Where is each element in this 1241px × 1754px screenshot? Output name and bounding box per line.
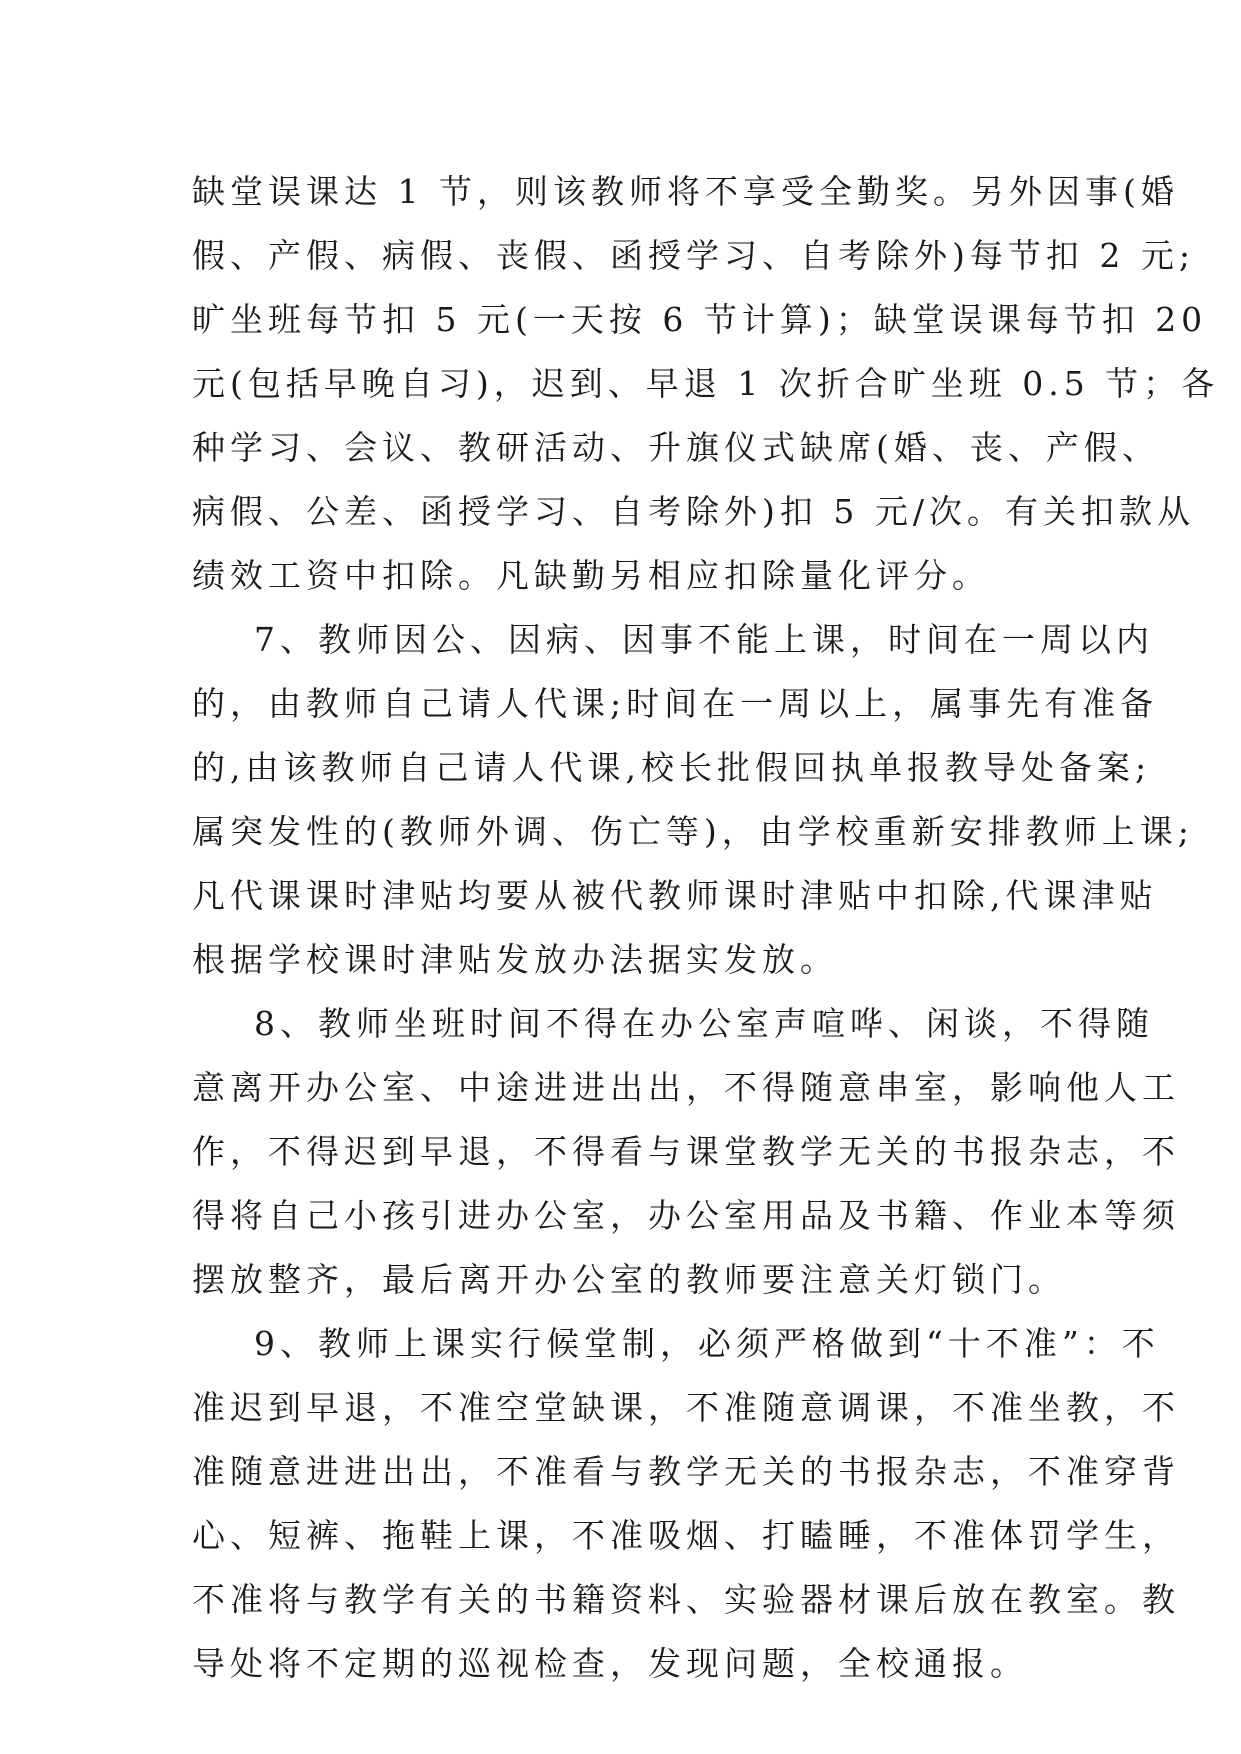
document-body bbox=[192, 160, 1220, 1696]
paragraph-substitute-teaching bbox=[192, 608, 1194, 992]
text-line: 8、教师坐班时间不得在办公室声喧哗、闲谈，不得随 bbox=[254, 1004, 1154, 1043]
paragraph-absence-deductions bbox=[192, 160, 1220, 608]
text-line: 准迟到早退，不准空堂缺课，不准随意调课，不准坐教，不 bbox=[192, 1388, 1180, 1427]
text-line: 凡代课课时津贴均要从被代教师课时津贴中扣除,代课津贴 bbox=[192, 876, 1158, 915]
text-line: 准随意进进出出，不准看与教学无关的书报杂志，不准穿背 bbox=[192, 1452, 1180, 1491]
text-line: 不准将与教学有关的书籍资料、实验器材课后放在教室。教 bbox=[192, 1580, 1180, 1619]
text-line: 假、产假、病假、丧假、函授学习、自考除外)每节扣 2 元; bbox=[192, 236, 1195, 275]
text-line: 心、短裤、拖鞋上课，不准吸烟、打瞌睡，不准体罚学生， bbox=[192, 1516, 1180, 1555]
text-line: 摆放整齐，最后离开办公室的教师要注意关灯锁门。 bbox=[192, 1260, 1066, 1299]
paragraph-classroom-rules bbox=[192, 1312, 1180, 1696]
text-line: 的,由该教师自己请人代课,校长批假回执单报教导处备案; bbox=[192, 748, 1152, 787]
text-line: 种学习、会议、教研活动、升旗仪式缺席(婚、丧、产假、 bbox=[192, 428, 1160, 467]
text-line: 属突发性的(教师外调、伤亡等)，由学校重新安排教师上课; bbox=[192, 812, 1194, 851]
text-line: 旷坐班每节扣 5 元(一天按 6 节计算)；缺堂误课每节扣 20 bbox=[192, 300, 1208, 339]
paragraph-office-conduct bbox=[192, 992, 1180, 1312]
text-line: 的，由教师自己请人代课;时间在一周以上，属事先有准备 bbox=[192, 684, 1159, 723]
text-line: 作，不得迟到早退，不得看与课堂教学无关的书报杂志，不 bbox=[192, 1132, 1180, 1171]
text-line: 根据学校课时津贴发放办法据实发放。 bbox=[192, 940, 838, 979]
text-line: 导处将不定期的巡视检查，发现问题，全校通报。 bbox=[192, 1644, 1028, 1683]
text-line: 缺堂误课达 1 节，则该教师将不享受全勤奖。另外因事(婚 bbox=[192, 172, 1179, 211]
text-line: 意离开办公室、中途进进出出，不得随意串室，影响他人工 bbox=[192, 1068, 1180, 1107]
text-line: 7、教师因公、因病、因事不能上课，时间在一周以内 bbox=[254, 620, 1154, 659]
text-line: 病假、公差、函授学习、自考除外)扣 5 元/次。有关扣款从 bbox=[192, 492, 1195, 531]
text-line: 元(包括早晚自习)，迟到、早退 1 次折合旷坐班 0.5 节；各 bbox=[192, 364, 1220, 403]
text-line: 9、教师上课实行候堂制，必须严格做到“十不准”：不 bbox=[254, 1324, 1160, 1363]
text-line: 得将自己小孩引进办公室，办公室用品及书籍、作业本等须 bbox=[192, 1196, 1180, 1235]
text-line: 绩效工资中扣除。凡缺勤另相应扣除量化评分。 bbox=[192, 556, 990, 595]
